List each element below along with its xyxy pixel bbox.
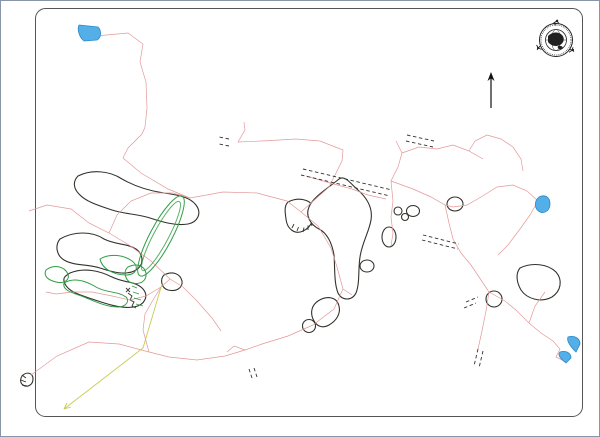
flood-siphon-lake — [559, 351, 571, 363]
compass — [488, 72, 495, 108]
flood-siphon-lake — [568, 336, 580, 352]
lower-siphon-lake — [535, 196, 550, 213]
caving-club-logo-icon — [537, 20, 575, 57]
first-siphon-lake — [78, 25, 100, 41]
